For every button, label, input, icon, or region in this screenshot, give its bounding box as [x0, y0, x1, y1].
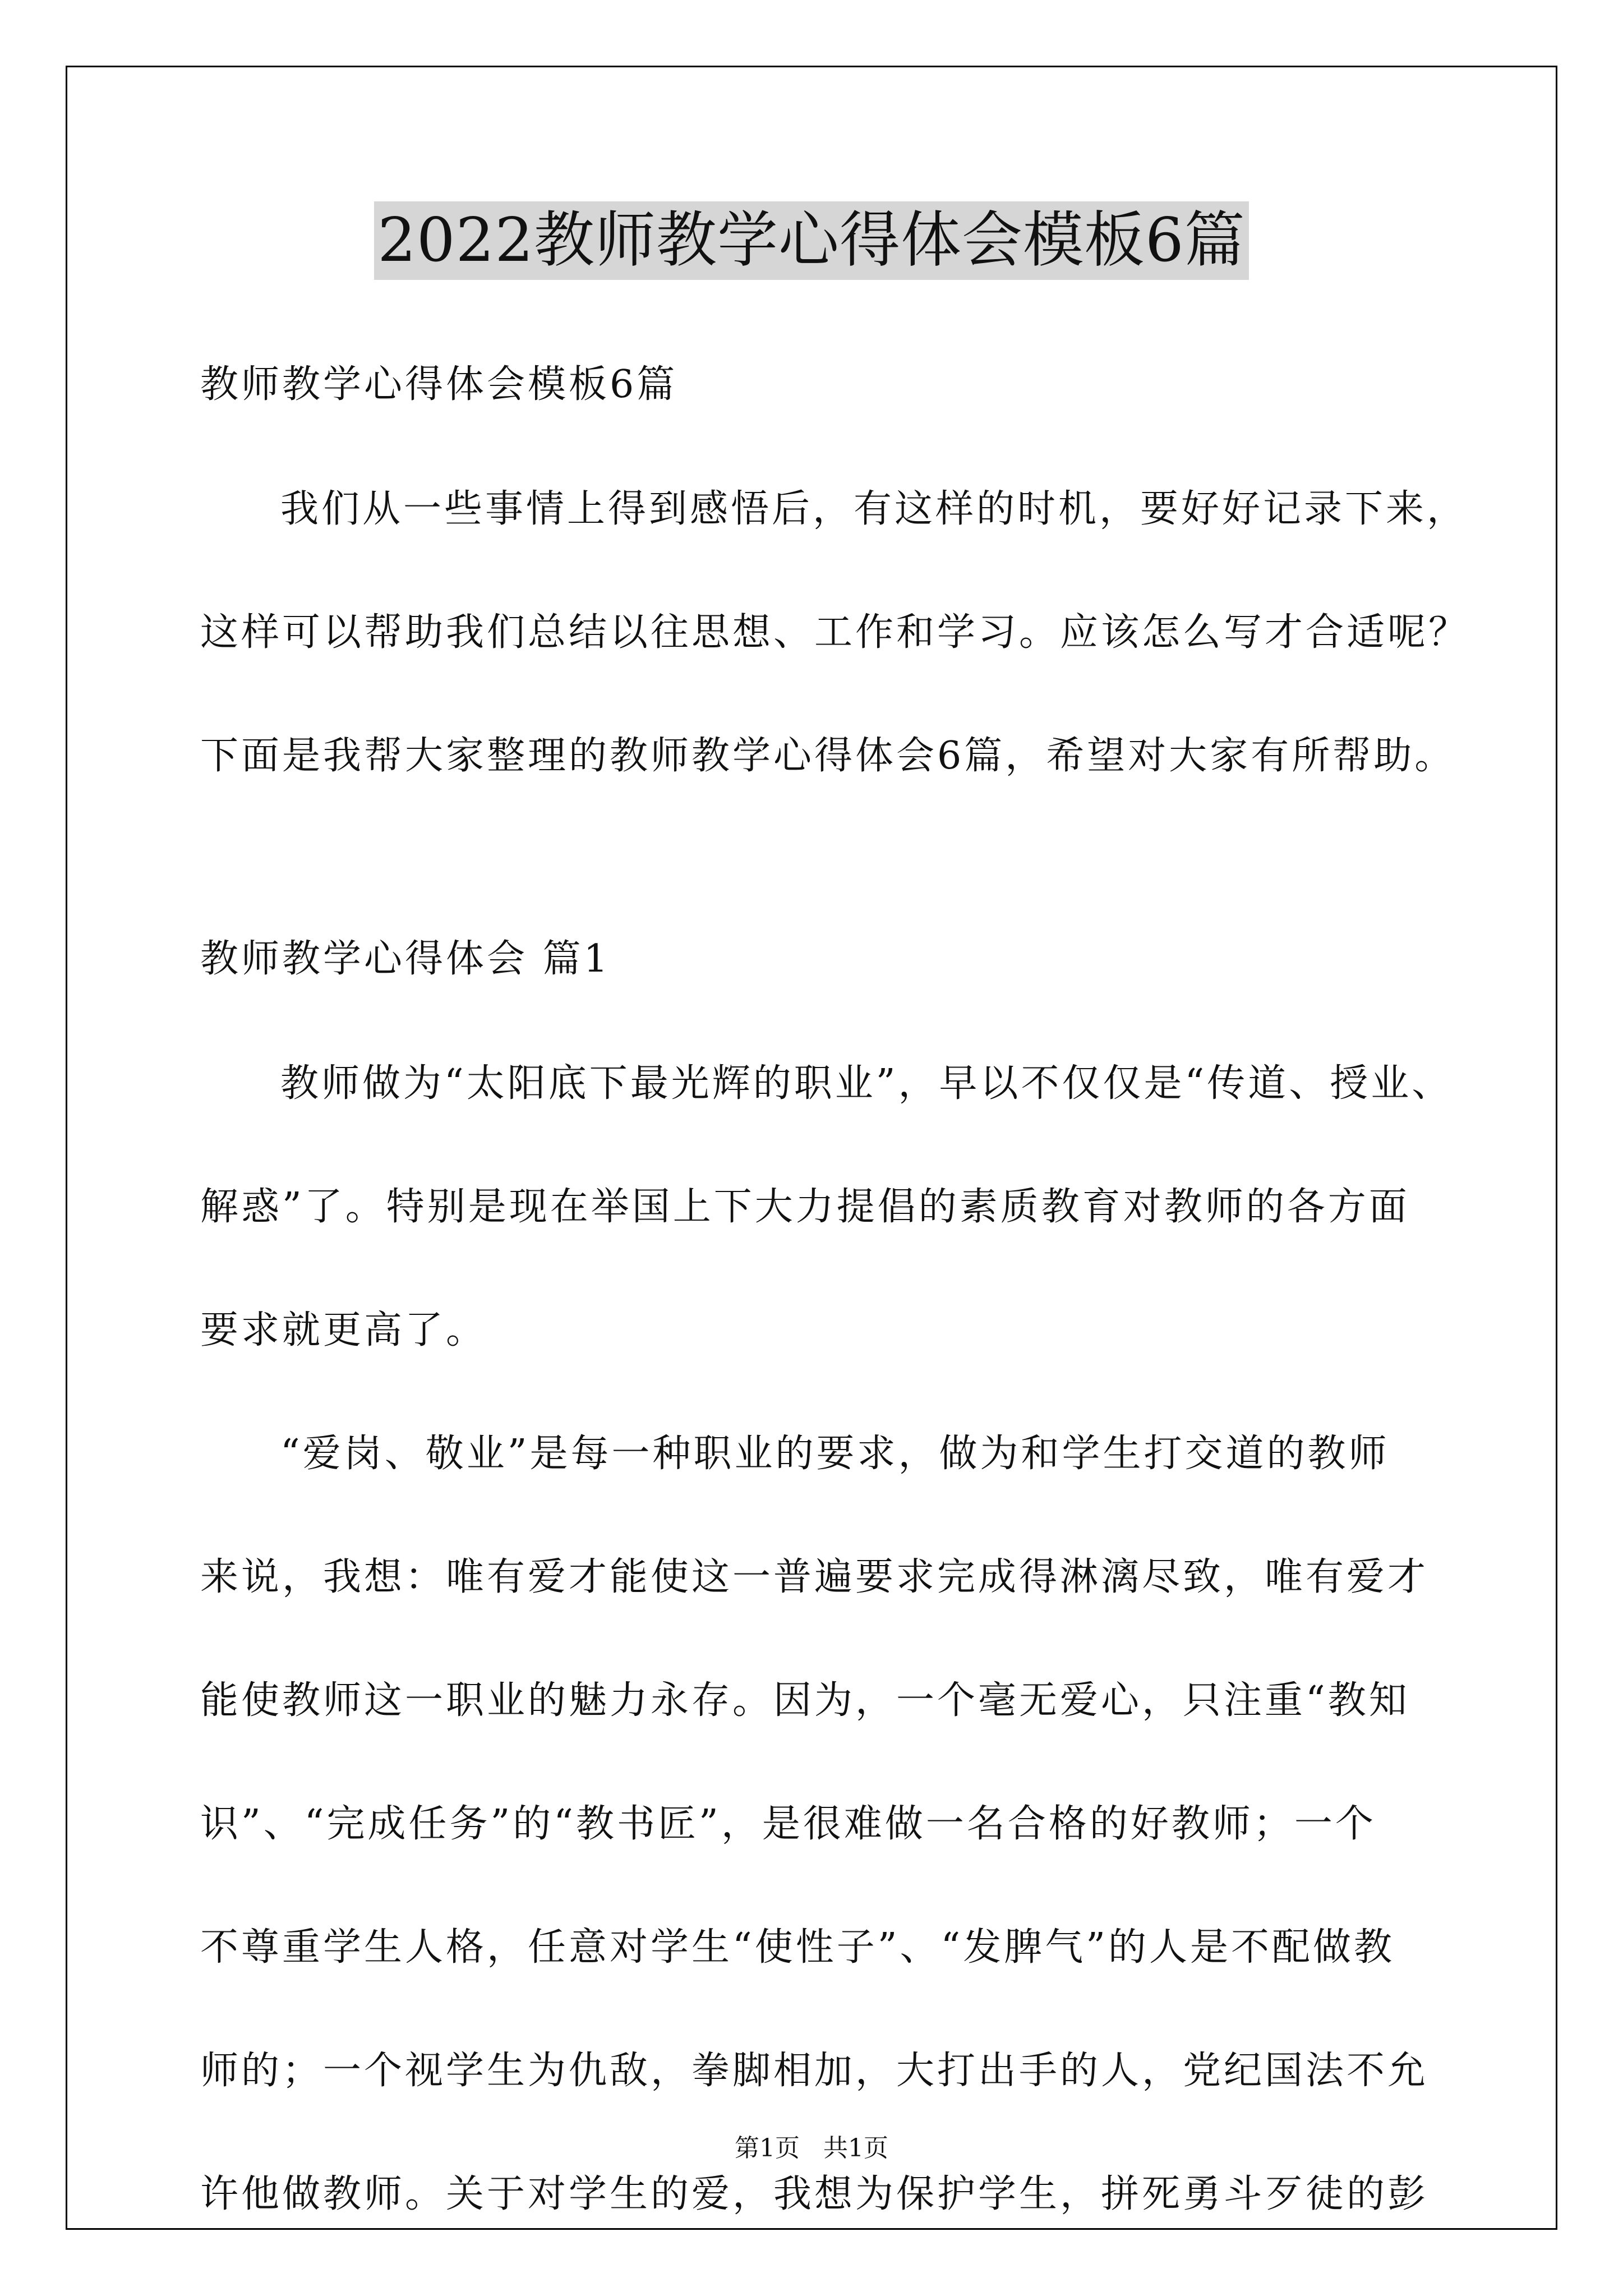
- document-title: 2022教师教学心得体会模板6篇: [374, 201, 1249, 280]
- paragraph-line: “爱岗、敬业”是每一种职业的要求，做为和学生打交道的教师: [280, 1432, 1390, 1476]
- section-heading: 教师教学心得体会 篇1: [200, 937, 611, 981]
- paragraph-line: 来说，我想：唯有爱才能使这一普遍要求完成得淋漓尽致，唯有爱才: [200, 1555, 1429, 1599]
- paragraph-line: 不尊重学生人格，任意对学生“使性子”、“发脾气”的人是不配做教: [200, 1925, 1395, 1970]
- paragraph-line: 要求就更高了。: [200, 1308, 487, 1352]
- page-total: 共1页: [823, 2134, 888, 2162]
- document-page: [66, 66, 1557, 2230]
- paragraph-line: 解惑”了。特别是现在举国上下大力提倡的素质教育对教师的各方面: [200, 1185, 1410, 1229]
- paragraph-line: 能使教师这一职业的魅力永存。因为，一个毫无爱心，只注重“教知: [200, 1678, 1410, 1723]
- intro-line: 下面是我帮大家整理的教师教学心得体会6篇，希望对大家有所帮助。: [200, 734, 1456, 778]
- paragraph-line: 师的；一个视学生为仇敌，拳脚相加，大打出手的人，党纪国法不允: [200, 2049, 1429, 2093]
- paragraph-line: 许他做教师。关于对学生的爱，我想为保护学生，拼死勇斗歹徒的彭: [200, 2172, 1429, 2216]
- page-footer: [66, 2132, 1557, 2165]
- intro-line: 我们从一些事情上得到感悟后，有这样的时机，要好好记录下来，: [280, 487, 1468, 531]
- page-number: 第1页: [735, 2134, 800, 2162]
- paragraph-line: 识”、“完成任务”的“教书匠”，是很难做一名合格的好教师；一个: [200, 1802, 1376, 1846]
- intro-line: 这样可以帮助我们总结以往思想、工作和学习。应该怎么写才合适呢？: [200, 610, 1470, 655]
- paragraph-line: 教师做为“太阳底下最光辉的职业”，早以不仅仅是“传道、授业、: [280, 1061, 1453, 1106]
- document-subtitle: 教师教学心得体会模板6篇: [200, 362, 678, 407]
- title-wrap: [66, 201, 1557, 280]
